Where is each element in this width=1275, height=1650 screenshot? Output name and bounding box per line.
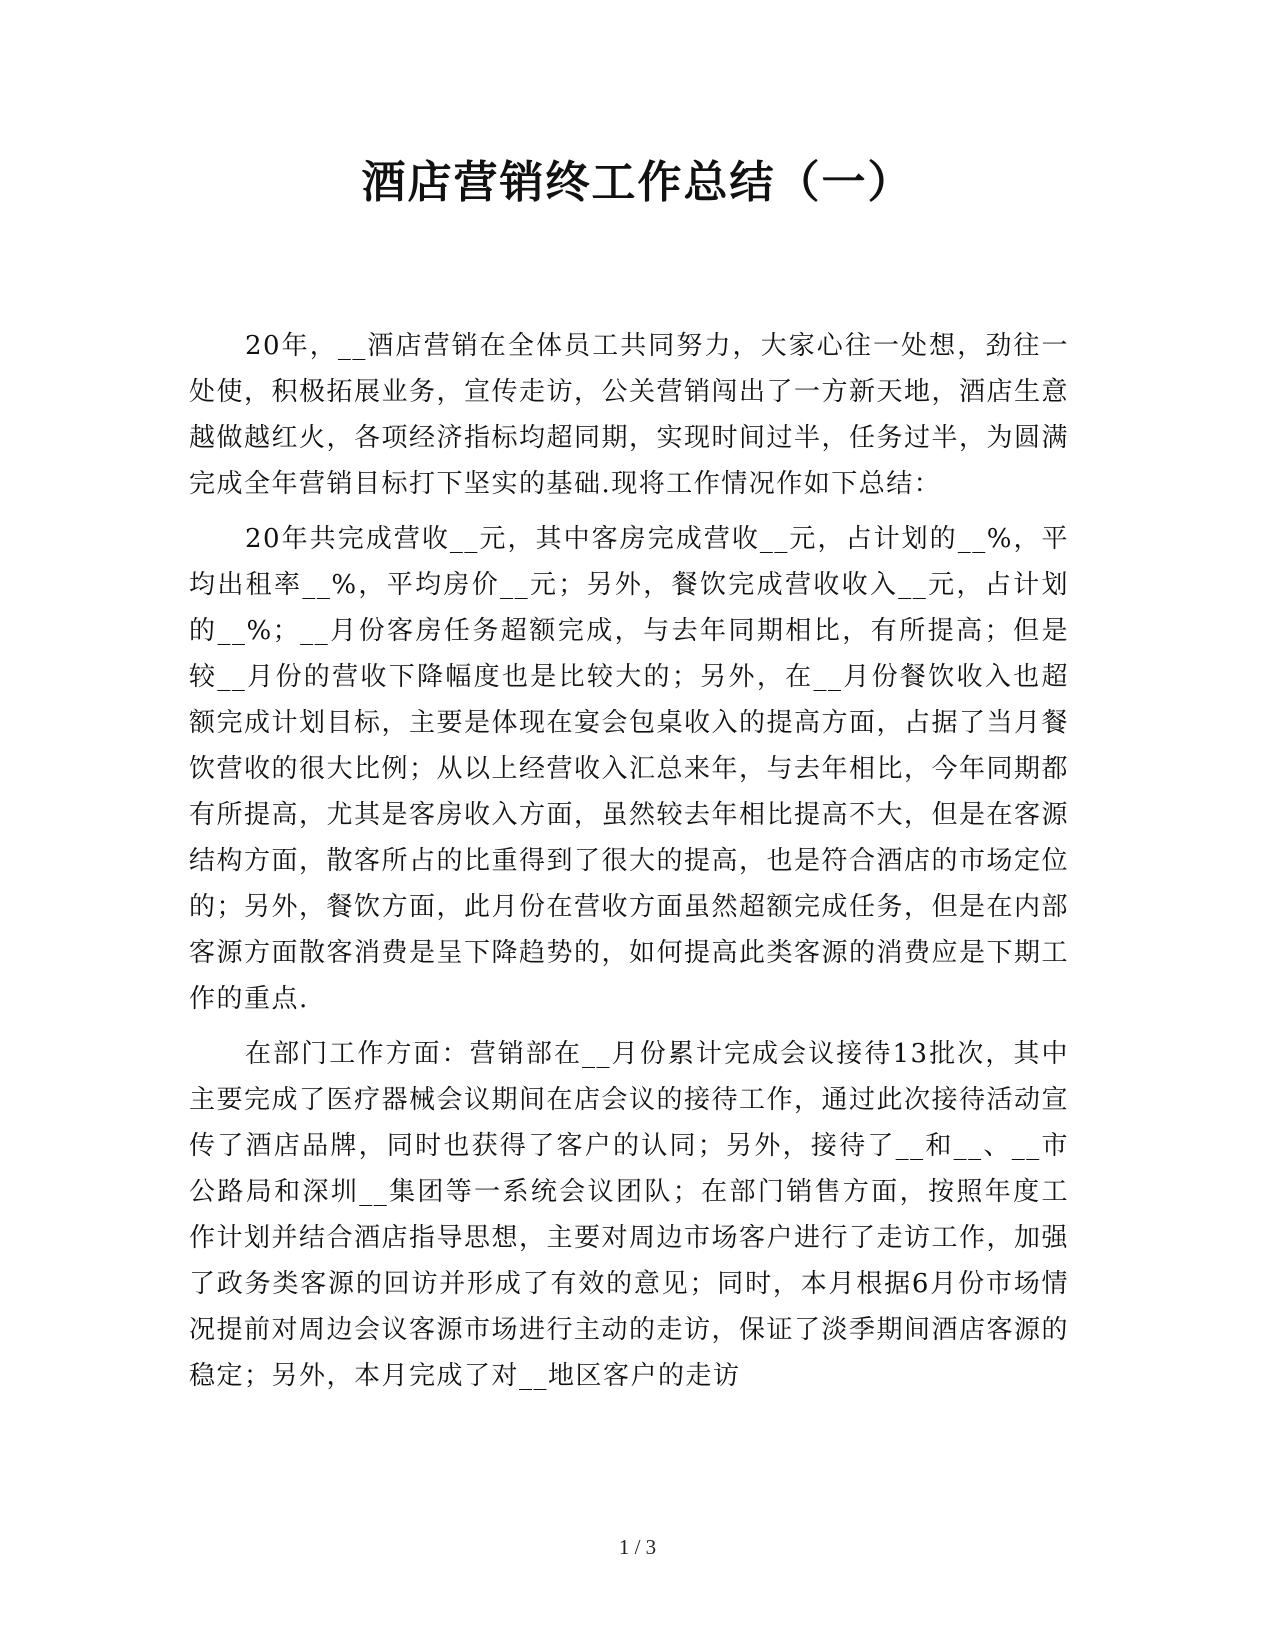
document-body	[189, 323, 1069, 1408]
page-number: 1 / 3	[618, 1535, 657, 1559]
paragraph-revenue: 20年共完成营收__元，其中客房完成营收__元，占计划的__%，平均出租率__%，平均房价__元；另外，餐饮完成营收收入__元，占计划的__%；__月份客房任务超额完成，与去年同期相比，有所提高；但是较__月份的营收下降幅度也是比较大的；另外，在__月份餐饮收入也超额完成计划目标，主要是体现在宴会包桌收入的提高方面，占据了当月餐饮营收的很大比例；从以上经营收入汇总来年，与去年相比，今年同期都有所提高，尤其是客房收入方面，虽然较去年相比提高不大，但是在客源结构方面，散客所占的比重得到了很大的提高，也是符合酒店的市场定位的；另外，餐饮方面，此月份在营收方面虽然超额完成任务，但是在内部客源方面散客消费是呈下降趋势的，如何提高此类客源的消费应是下期工作的重点.	[189, 524, 1070, 1014]
paragraph-department-work: 在部门工作方面：营销部在__月份累计完成会议接待13批次，其中主要完成了医疗器械会议期间在店会议的接待工作，通过此次接待活动宣传了酒店品牌，同时也获得了客户的认同；另外，接待了__和__、__市公路局和深圳__集团等一系统会议团队；在部门销售方面，按照年度工作计划并结合酒店指导思想，主要对周边市场客户进行了走访工作，加强了政务类客源的回访并形成了有效的意见；同时，本月根据6月份市场情况提前对周边会议客源市场进行主动的走访，保证了淡季期间酒店客源的稳定；另外，本月完成了对__地区客户的走访	[189, 1039, 1070, 1391]
paragraph-intro: 20年，__酒店营销在全体员工共同努力，大家心往一处想，劲往一处使，积极拓展业务，宣传走访，公关营销闯出了一方新天地，酒店生意越做越红火，各项经济指标均超同期，实现时间过半，任务过半，为圆满完成全年营销目标打下坚实的基础.现将工作情况作如下总结：	[189, 331, 1070, 499]
document-title: 酒店营销终工作总结（一）	[361, 157, 914, 208]
